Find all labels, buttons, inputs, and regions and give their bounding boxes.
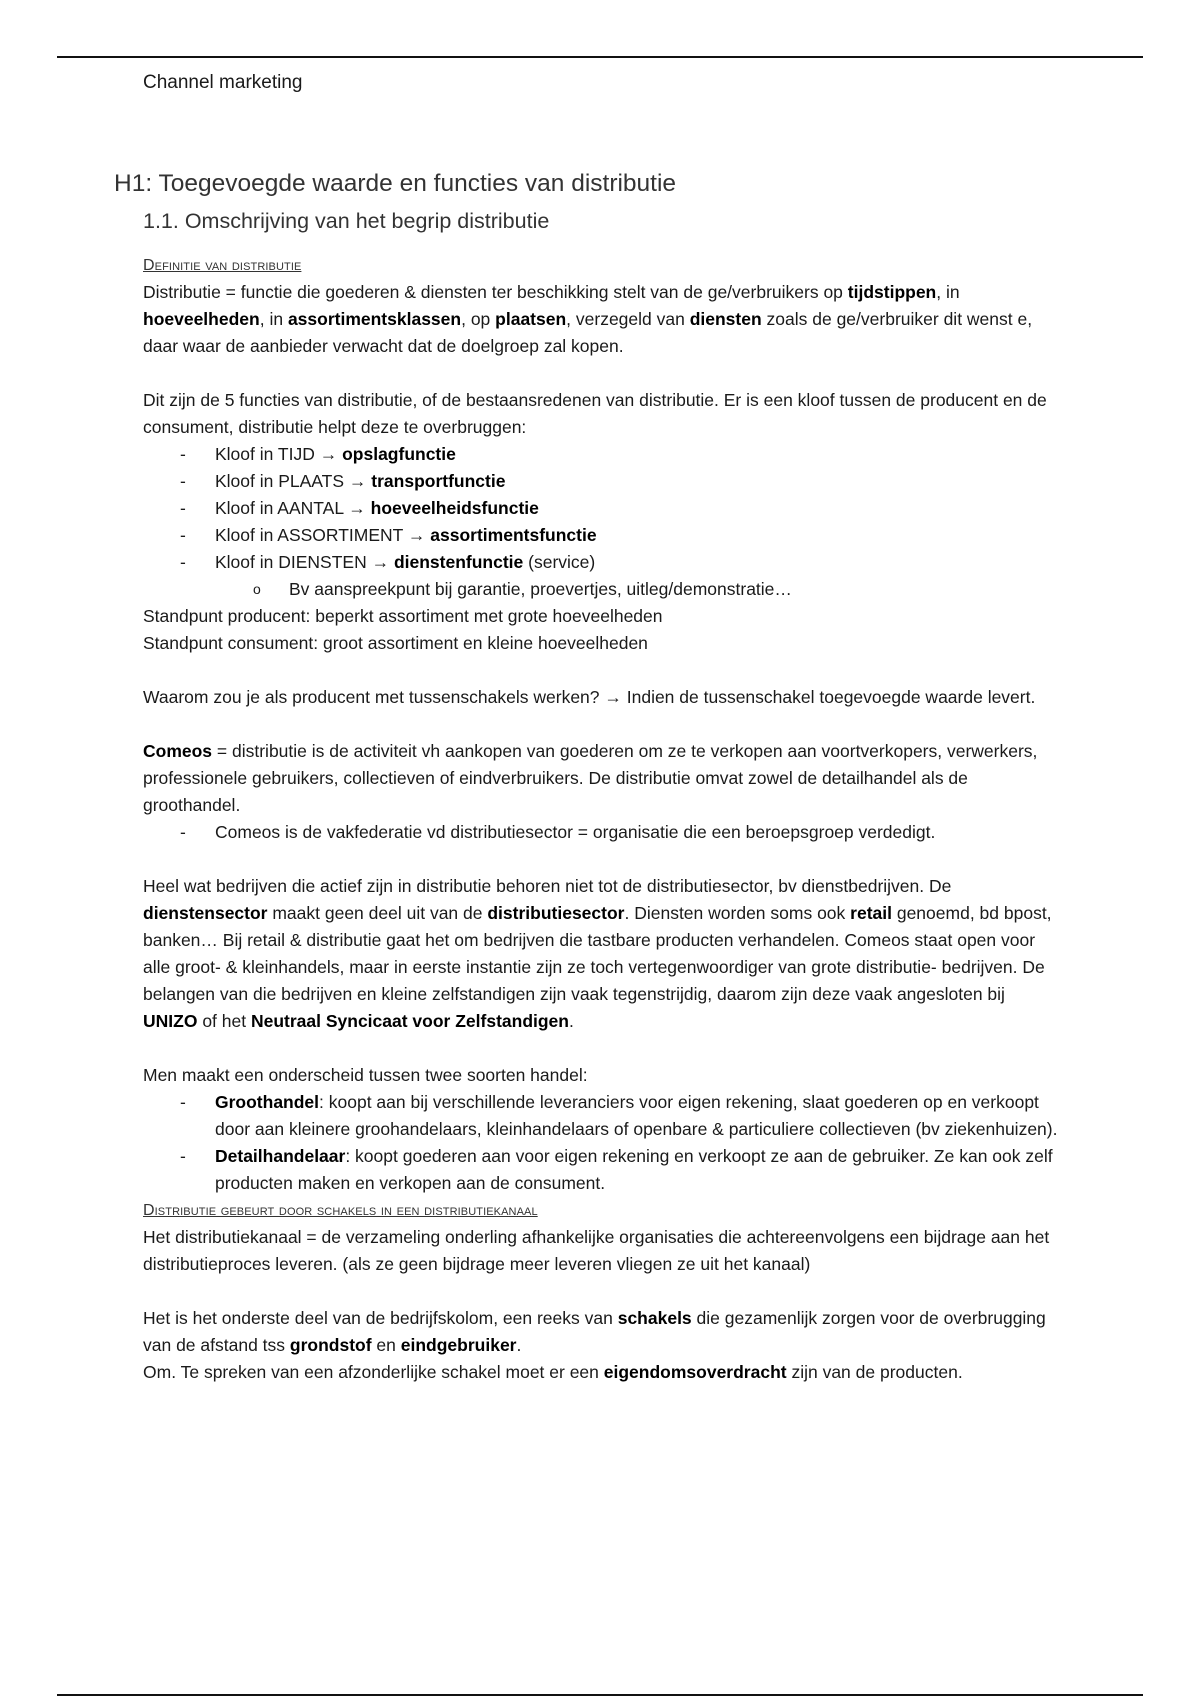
paragraph-soorten-handel: Men maakt een onderscheid tussen twee soorten handel: bbox=[143, 1065, 588, 1085]
list-item: - Comeos is de vakfederatie vd distributiesector = organisatie die een beroepsgroep verdedigt. bbox=[180, 822, 936, 842]
paragraph-definitie: Distributie = functie die goederen & diensten ter beschikking stelt van de ge/verbruikers op tijdstippen, in hoeveelheden, in assortimentsklassen, op plaatsen, verzegeld van diensten zoals de ge/verbruiker dit wenst e, daar waar de aanbieder verwacht dat de doelgroep zal kopen. bbox=[143, 282, 1033, 356]
paragraph-functies: Dit zijn de 5 functies van distributie, of de bestaansredenen van distributie. Er is een kloof tussen de producent en de consument, distributie helpt deze te overbruggen: bbox=[143, 390, 1047, 437]
footer-rule bbox=[57, 1694, 1143, 1696]
list-item: - Kloof in TIJD → opslagfunctie bbox=[180, 444, 456, 464]
chapter-title: H1: Toegevoegde waarde en functies van distributie bbox=[114, 170, 677, 197]
list-item: - Detailhandelaar: koopt goederen aan voor eigen rekening en verkoopt ze aan de gebruiker. Ze kan ook zelf producten maken en verkopen aan de consument. bbox=[180, 1146, 1053, 1193]
standpunt-producent: Standpunt producent: beperkt assortiment met grote hoeveelheden bbox=[143, 606, 663, 626]
section-title: 1.1. Omschrijving van het begrip distributie bbox=[143, 209, 550, 233]
list-item: - Groothandel: koopt aan bij verschillende leveranciers voor eigen rekening, slaat goederen op en verkoopt door aan kleinere groohandelaars, kleinhandelaars of openbare & particuliere collectieven (bv ziekenhuizen). bbox=[180, 1092, 1058, 1139]
header-rule bbox=[57, 56, 1143, 58]
paragraph-dienstensector: Heel wat bedrijven die actief zijn in distributie behoren niet tot de distributiesector, bv dienstbedrijven. De dienstensector maakt geen deel uit van de distributiesector. Diensten worden soms ook retail genoemd, bd bpost, banken… Bij retail & distributie gaat het om bedrijven die tastbare producten verhandelen. Comeos staat open voor alle groot- & kleinhandels, maar in eerste instantie zijn ze toch vertegenwoordiger van grote distributie- bedrijven. De belangen van die bedrijven en kleine zelfstandigen zijn vaak tegenstrijdig, daarom zijn deze vaak angesloten bij UNIZO of het Neutraal Syncicaat voor Zelfstandigen. bbox=[143, 876, 1052, 1031]
paragraph-distributiekanaal: Het distributiekanaal = de verzameling onderling afhankelijke organisaties die achtereenvolgens een bijdrage aan het distributieproces leveren. (als ze geen bijdrage meer leveren vliegen ze uit het kanaal) bbox=[143, 1227, 1050, 1274]
list-item: - Kloof in ASSORTIMENT → assortimentsfunctie bbox=[180, 525, 597, 545]
paragraph-bedrijfskolom: Het is het onderste deel van de bedrijfskolom, een reeks van schakels die gezamenlijk zorgen voor de overbrugging van de afstand tss grondstof en eindgebruiker. bbox=[143, 1308, 1046, 1355]
list-item: - Kloof in AANTAL → hoeveelheidsfunctie bbox=[180, 498, 539, 518]
list-item: - Kloof in PLAATS → transportfunctie bbox=[180, 471, 506, 491]
standpunt-consument: Standpunt consument: groot assortiment en kleine hoeveelheden bbox=[143, 633, 648, 653]
subheading-schakels: Distributie gebeurt door schakels in een distributiekanaal bbox=[143, 1202, 538, 1219]
paragraph-comeos: Comeos = distributie is de activiteit vh aankopen van goederen om ze te verkopen aan voortverkopers, verwerkers, professionele gebruikers, collectieven of eindverbruikers. De distributie omvat zowel de detailhandel als de groothandel. bbox=[143, 741, 1038, 815]
list-item: - Kloof in DIENSTEN → dienstenfunctie (service) bbox=[180, 552, 596, 572]
subheading-definitie: Definitie van distributie bbox=[143, 257, 302, 274]
document-body bbox=[143, 252, 1063, 1386]
paragraph-waarom: Waarom zou je als producent met tussenschakels werken? → Indien de tussenschakel toegevoegde waarde levert. bbox=[143, 687, 1036, 707]
sub-list-item: o Bv aanspreekpunt bij garantie, proevertjes, uitleg/demonstratie… bbox=[253, 579, 792, 599]
page-header: Channel marketing bbox=[143, 72, 303, 93]
paragraph-eigendomsoverdracht: Om. Te spreken van een afzonderlijke schakel moet er een eigendomsoverdracht zijn van de producten. bbox=[143, 1362, 963, 1382]
